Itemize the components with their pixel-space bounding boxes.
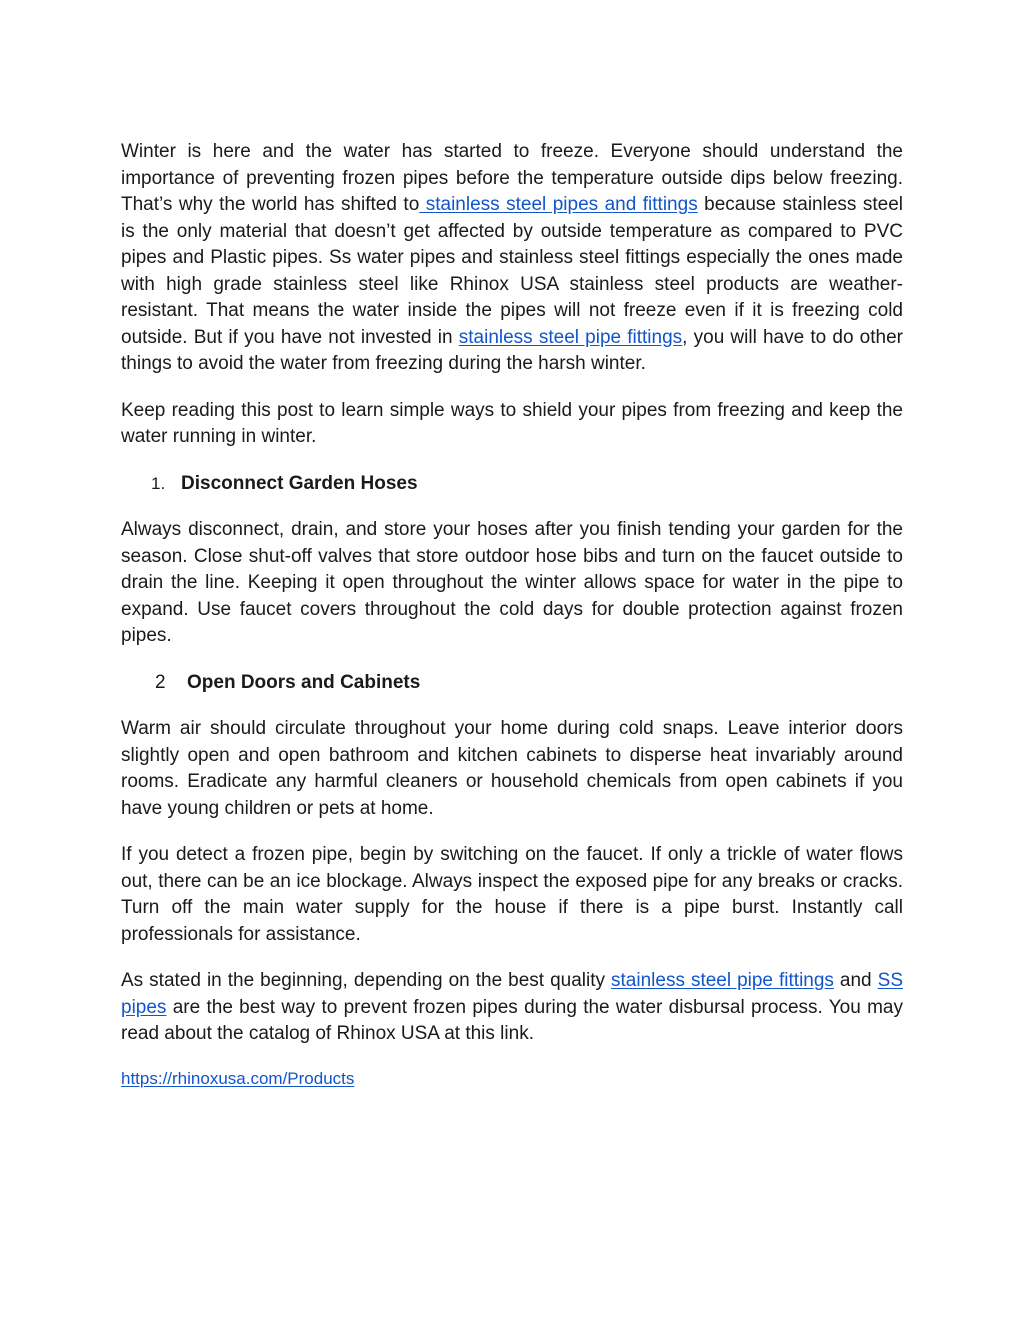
intro-text-3: , you will have to do other things to avoid the water from freezing during the harsh winter. [121,326,903,374]
warm-air-paragraph: Warm air should circulate throughout your home during cold snaps. Leave interior doors slightly open and open bathroom and kitchen cabinets to disperse heat invariably around rooms. Eradicate any harmful cleaners or household chemicals from open cabinets if you have young children or pets at home. [121,718,903,819]
rhinox-products-link[interactable]: https://rhinoxusa.com/Products [121,1068,355,1088]
keep-reading-paragraph: Keep reading this post to learn simple ways to shield your pipes from freezing and keep the water running in winter. [121,399,903,447]
products-url-paragraph [121,1068,903,1090]
stainless-steel-pipe-fittings-link[interactable]: stainless steel pipe fittings [458,326,683,348]
garden-hoses-paragraph: Always disconnect, drain, and store your hoses after you finish tending your garden for the season. Close shut-off valves that store outdoor hose bibs and turn on the faucet outside to drain the line. Keeping it open throughout the winter allows space for water in the pipe to expand. Use faucet covers throughout the cold days for double protection against frozen pipes. [121,519,903,646]
section-title: Disconnect Garden Hoses [181,472,418,494]
conclusion-paragraph [121,968,903,1048]
stainless-steel-pipes-and-fittings-link[interactable]: stainless steel pipes and fittings [419,194,698,215]
section-heading-open-doors [121,670,903,697]
section-title: Open Doors and Cabinets [187,671,421,693]
list-number: 1. [151,473,166,493]
section-heading-disconnect-hoses [121,471,903,498]
document-page [121,139,903,1090]
ss-pipes-link[interactable]: SS pipes [121,970,903,1018]
conclusion-text-1: As stated in the beginning, depending on the best quality [121,970,612,991]
frozen-pipe-paragraph: If you detect a frozen pipe, begin by switching on the faucet. If only a trickle of water flows out, there can be an ice blockage. Always inspect the exposed pipe for any breaks or cracks. Turn off the main water supply for the house if there is a pipe burst. Instantly call professionals for assistance. [121,844,903,945]
intro-paragraph [121,139,903,378]
intro-text-1: Winter is here and the water has started to freeze. Everyone should understand the importance of preventing frozen pipes before the temperature outside dips below freezing. That’s why the world has shifted to [121,141,903,215]
stainless-steel-pipe-fittings-link-2[interactable]: stainless steel pipe fittings [611,970,834,991]
conclusion-text-2: and [833,970,878,991]
list-number: 2 [155,671,166,693]
intro-text-2: because stainless steel is the only material that doesn’t get affected by outside temperature as compared to PVC pipes and Plastic pipes. Ss water pipes and stainless steel fittings especially the ones made with high grade stainless steel like Rhinox USA stainless steel products are weather-resistant. That means the water inside the pipes will not freeze even if it is freezing cold outside. But if you have not invested in [121,194,903,348]
conclusion-text-3: are the best way to prevent frozen pipes during the water disbursal process. You may read about the catalog of Rhinox USA at this link. [121,996,903,1044]
